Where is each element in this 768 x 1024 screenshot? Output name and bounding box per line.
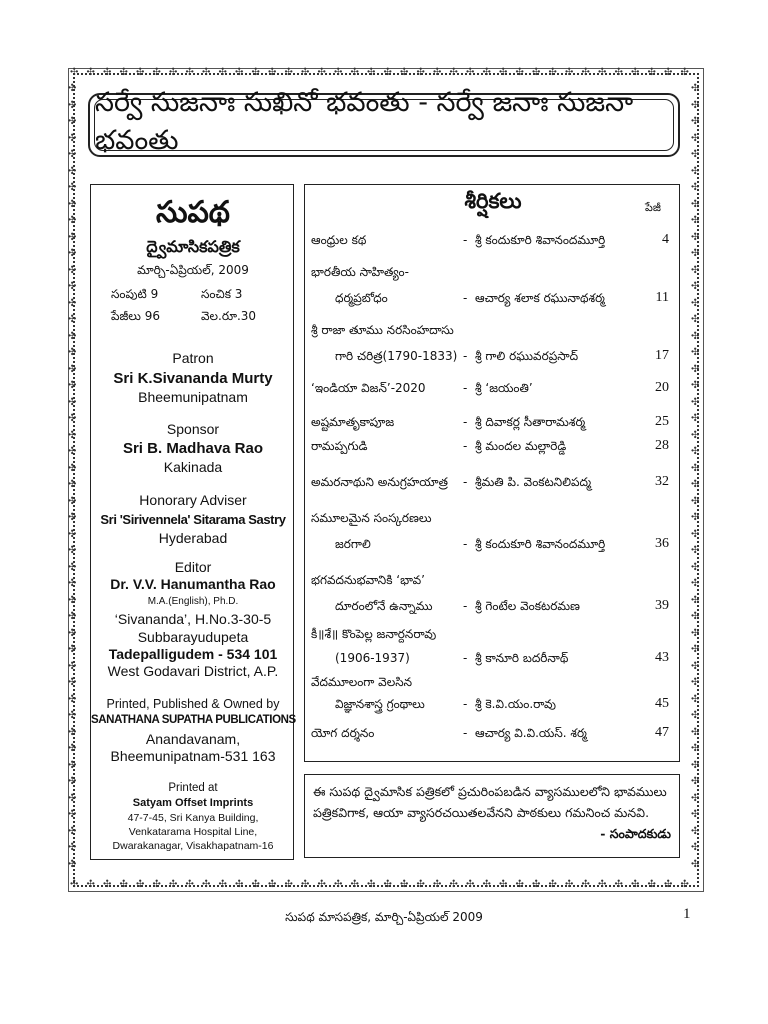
ornament-icon: ✣ (334, 879, 343, 890)
toc-entry-page: 45 (655, 696, 669, 711)
ornament-icon: ✣ (350, 879, 359, 890)
toc-entry-title: ఆంధ్రుల కథ (311, 233, 367, 247)
page-number: 1 (683, 906, 691, 922)
ornament-icon: ✣ (691, 842, 700, 853)
ornament-icon: ✣ (68, 792, 77, 804)
ornament-icon: ✣ (691, 528, 700, 540)
ornament-icon: ✣ (119, 879, 128, 890)
toc-entry-author: శ్రీ గెంటేల వెంకటరమణ (475, 599, 580, 613)
ornament-icon: ✣ (449, 879, 458, 890)
toc-entry-title: అష్టమాతృకాపూజ (311, 415, 395, 429)
toc-entry-author: శ్రీ గాలి రఘువరప్రసాద్ (475, 349, 579, 363)
toc-entry-page: 43 (655, 650, 669, 665)
ornament-icon: ✣ (691, 330, 700, 342)
toc-separator: - (463, 439, 468, 453)
toc-separator: - (463, 475, 468, 489)
ornament-icon: ✣ (691, 198, 700, 210)
sponsor-label: Sponsor (166, 421, 220, 437)
ornament-icon: ✣ (68, 330, 77, 342)
ornament-icon: ✣ (691, 858, 700, 870)
ornament-icon: ✣ (68, 149, 77, 160)
note-line-1: ఈ సుపథ ద్వైమాసిక పత్రికలో ప్రచురింపబడిన వ్యాసములలోని భావములు (313, 784, 667, 799)
ornament-icon: ✣ (68, 380, 77, 391)
ornament-icon: ✣ (68, 314, 77, 325)
ornament-icon: ✣ (68, 776, 77, 787)
ornament-icon: ✣ (268, 879, 277, 890)
ornament-icon: ✣ (691, 231, 700, 243)
ornament-icon: ✣ (691, 809, 700, 820)
ornament-icon: ✣ (334, 67, 343, 78)
toc-separator: - (463, 726, 468, 740)
ornament-icon: ✣ (691, 660, 700, 672)
ornament-icon: ✣ (68, 759, 77, 771)
ornament-icon: ✣ (103, 67, 112, 78)
toc-entry-title: సమూలమైన సంస్కరణలు (311, 511, 432, 525)
toc-entry-title: వేదమూలంగా వెలసిన (311, 675, 413, 689)
ornament-icon: ✣ (68, 165, 77, 177)
ornament-icon: ✣ (68, 512, 77, 523)
toc-entry-author: శ్రీమతి పి. వెంకటనిలిపద్మ (475, 475, 592, 489)
ornament-icon: ✣ (647, 879, 656, 890)
ornament-icon: ✣ (68, 677, 77, 688)
toc-entry-author: శ్రీ కానూరి బదరీనాథ్ (475, 651, 569, 665)
ornament-icon: ✣ (202, 879, 211, 890)
ornament-icon: ✣ (691, 165, 700, 177)
toc-separator: - (463, 537, 468, 551)
ornament-icon: ✣ (515, 879, 524, 890)
toc-entry-page: 11 (655, 290, 669, 305)
ornament-icon: ✣ (499, 879, 508, 890)
toc-entry-title-cont: దూరంలోనే ఉన్నాము (335, 599, 433, 613)
ornament-icon: ✣ (68, 264, 77, 276)
publisher-label: Printed, Published & Owned by (106, 697, 280, 711)
ornament-icon: ✣ (691, 495, 700, 507)
ornament-icon: ✣ (68, 479, 77, 490)
toc-entry-author: శ్రీ కె.వి.యం.రావు (475, 697, 557, 711)
toc-entry-author: ఆచార్య వి.వి.యస్. శర్మ (475, 726, 587, 740)
issue-date: మార్చి-ఏప్రియల్, 2009 (137, 263, 249, 277)
ornament-icon: ✣ (691, 248, 700, 259)
toc-page-heading: పేజీ (645, 201, 661, 214)
toc-separator: - (463, 697, 468, 711)
ornament-icon: ✣ (383, 67, 392, 78)
toc-entry-author: శ్రీ దివాకర్ల సీతారామశర్మ (475, 415, 586, 429)
ornament-icon: ✣ (647, 67, 656, 78)
ornament-icon: ✣ (691, 792, 700, 804)
ornament-icon: ✣ (614, 879, 623, 890)
patron-place: Bheemunipatnam (138, 389, 248, 405)
ornament-icon: ✣ (68, 413, 77, 424)
ornament-icon: ✣ (691, 215, 700, 226)
ornament-icon: ✣ (515, 67, 524, 78)
toc-separator: - (463, 349, 468, 363)
ornament-icon: ✣ (548, 67, 557, 78)
ornament-icon: ✣ (691, 347, 700, 358)
ornament-icon: ✣ (251, 879, 260, 890)
issue-number: సంచిక 3 (201, 287, 243, 301)
ornament-icon: ✣ (691, 281, 700, 292)
ornament-icon: ✣ (284, 879, 293, 890)
ornament-icon: ✣ (68, 297, 77, 309)
ornament-icon: ✣ (691, 413, 700, 424)
ornament-icon: ✣ (631, 67, 640, 78)
ornament-icon: ✣ (152, 67, 161, 78)
ornament-icon: ✣ (691, 776, 700, 787)
ornament-icon: ✣ (169, 67, 178, 78)
ornament-icon: ✣ (68, 231, 77, 243)
toc-entry-title: భగవదనుభవానికి ‘భావ’ (311, 573, 425, 587)
ornament-icon: ✣ (68, 743, 77, 754)
ornament-icon: ✣ (565, 879, 574, 890)
editor-address-3: Tadepalligudem - 534 101 (108, 646, 278, 662)
toc-entry-title-cont: విజ్ఞానశాస్త్ర గ్రంథాలు (335, 697, 425, 711)
ornament-icon: ✣ (235, 879, 244, 890)
ornament-icon: ✣ (68, 660, 77, 672)
toc-entry-page: 36 (655, 536, 669, 551)
toc-entry-title: ‘ఇండియా విజన్’-2020 (311, 381, 426, 395)
ornament-icon: ✣ (268, 67, 277, 78)
toc-entry-author: శ్రీ కందుకూరి శివానందమూర్తి (475, 233, 606, 247)
toc-entry-title: యోగ దర్శనం (311, 726, 375, 740)
ornament-icon: ✣ (691, 264, 700, 276)
ornament-icon: ✣ (68, 561, 77, 573)
ornament-icon: ✣ (548, 879, 557, 890)
ornament-icon: ✣ (691, 726, 700, 738)
ornament-icon: ✣ (185, 879, 194, 890)
ornament-icon: ✣ (68, 396, 77, 408)
ornament-icon: ✣ (383, 879, 392, 890)
toc-entry-title: కీ॥శే॥ కొంపెల్ల జనార్దనరావు (311, 627, 437, 641)
ornament-icon: ✣ (68, 578, 77, 589)
printer-label: Printed at (168, 782, 218, 794)
ornament-icon: ✣ (614, 67, 623, 78)
ornament-icon: ✣ (680, 67, 689, 78)
adviser-name: Sri 'Sirivennela' Sitarama Sastry (100, 512, 286, 527)
ornament-icon: ✣ (68, 710, 77, 721)
page-footer: సుపథ మాసపత్రిక, మార్చి-ఏప్రియల్ 2009 (285, 910, 483, 924)
ornament-icon: ✣ (70, 67, 79, 78)
toc-heading: శీర్షికలు (464, 189, 522, 213)
ornament-icon: ✣ (691, 396, 700, 408)
adviser-place: Hyderabad (158, 530, 228, 546)
ornament-icon: ✣ (691, 759, 700, 771)
toc-entry-page: 17 (655, 348, 669, 363)
ornament-icon: ✣ (581, 879, 590, 890)
toc-entry-page: 4 (662, 232, 669, 247)
toc-entry-title-cont: గారి చరిత్ర(1790-1833) (335, 349, 458, 363)
ornament-icon: ✣ (68, 363, 77, 375)
ornament-icon: ✣ (691, 363, 700, 375)
ornament-icon: ✣ (136, 879, 145, 890)
toc-entry-title: అమరనాథుని అనుగ్రహయాత్ర (311, 475, 448, 489)
ornament-icon: ✣ (581, 67, 590, 78)
ornament-icon: ✣ (691, 182, 700, 193)
ornament-icon: ✣ (68, 644, 77, 655)
patron-name: Sri K.Sivananda Murty (113, 370, 273, 387)
ornament-icon: ✣ (691, 116, 700, 127)
ornament-icon: ✣ (68, 858, 77, 870)
ornament-icon: ✣ (68, 594, 77, 606)
toc-separator: - (463, 291, 468, 305)
ornament-icon: ✣ (449, 67, 458, 78)
price: వెల.రూ.30 (201, 309, 257, 323)
editor-name: Dr. V.V. Hanumantha Rao (110, 576, 276, 592)
ornament-icon: ✣ (68, 132, 77, 144)
ornament-icon: ✣ (691, 561, 700, 573)
ornament-icon: ✣ (218, 67, 227, 78)
ornament-icon: ✣ (235, 67, 244, 78)
adviser-label: Honorary Adviser (139, 492, 247, 508)
ornament-icon: ✣ (251, 67, 260, 78)
patron-label: Patron (172, 350, 214, 366)
ornament-icon: ✣ (68, 429, 77, 441)
ornament-icon: ✣ (691, 627, 700, 639)
ornament-icon: ✣ (691, 594, 700, 606)
ornament-icon: ✣ (664, 879, 673, 890)
ornament-icon: ✣ (691, 429, 700, 441)
toc-entry-author: శ్రీ ‘జయంతి’ (475, 381, 533, 395)
editor-degrees: M.A.(English), Ph.D. (147, 596, 239, 607)
ornament-icon: ✣ (218, 879, 227, 890)
ornament-icon: ✣ (367, 879, 376, 890)
ornament-icon: ✣ (68, 693, 77, 705)
ornament-icon: ✣ (68, 726, 77, 738)
publisher-address-1: Anandavanam, (145, 731, 241, 747)
ornament-icon: ✣ (691, 99, 700, 111)
ornament-icon: ✣ (691, 149, 700, 160)
ornament-icon: ✣ (532, 67, 541, 78)
ornament-icon: ✣ (691, 710, 700, 721)
ornament-icon: ✣ (86, 879, 95, 890)
ornament-icon: ✣ (691, 462, 700, 474)
ornament-icon: ✣ (482, 879, 491, 890)
toc-entry-title-cont: (1906-1937) (335, 651, 410, 665)
toc-entry-author: శ్రీ కందుకూరి శివానందమూర్తి (475, 537, 606, 551)
sponsor-name: Sri B. Madhava Rao (122, 440, 264, 457)
ornament-icon: ✣ (664, 67, 673, 78)
ornament-icon: ✣ (301, 67, 310, 78)
ornament-icon: ✣ (416, 879, 425, 890)
ornament-icon: ✣ (68, 495, 77, 507)
ornament-icon: ✣ (691, 297, 700, 309)
masthead-panel (90, 184, 294, 860)
ornament-icon: ✣ (691, 644, 700, 655)
page-count: పేజీలు 96 (111, 309, 161, 323)
toc-separator: - (463, 381, 468, 395)
toc-entry-title-cont: ధర్మప్రబోధం (335, 291, 388, 305)
ornament-icon: ✣ (70, 879, 79, 890)
ornament-icon: ✣ (284, 67, 293, 78)
ornament-icon: ✣ (301, 879, 310, 890)
ornament-icon: ✣ (68, 611, 77, 622)
ornament-icon: ✣ (68, 545, 77, 556)
ornament-icon: ✣ (691, 677, 700, 688)
printer-address-1: 47-7-45, Sri Kanya Building, (127, 812, 259, 824)
ornament-icon: ✣ (317, 879, 326, 890)
ornament-icon: ✣ (400, 879, 409, 890)
ornament-icon: ✣ (68, 462, 77, 474)
volume: సంపుటి 9 (111, 287, 159, 301)
toc-entry-page: 39 (655, 598, 669, 613)
toc-entry-page: 28 (655, 438, 669, 453)
ornament-icon: ✣ (691, 578, 700, 589)
ornament-icon: ✣ (482, 67, 491, 78)
editor-label: Editor (174, 559, 212, 575)
ornament-icon: ✣ (317, 67, 326, 78)
ornament-icon: ✣ (68, 116, 77, 127)
motto-banner (88, 87, 680, 157)
ornament-icon: ✣ (598, 879, 607, 890)
ornament-icon: ✣ (68, 215, 77, 226)
ornament-icon: ✣ (433, 67, 442, 78)
ornament-icon: ✣ (598, 67, 607, 78)
ornament-icon: ✣ (466, 67, 475, 78)
note-line-2: పత్రికవిగాక, ఆయా వ్యాసరచయితలవేనని పాఠకులు గమనించ మనవి. (313, 805, 650, 820)
ornament-icon: ✣ (119, 67, 128, 78)
ornament-icon: ✣ (68, 809, 77, 820)
ornament-icon: ✣ (691, 446, 700, 457)
ornament-icon: ✣ (68, 83, 77, 94)
ornament-icon: ✣ (68, 347, 77, 358)
toc-separator: - (463, 599, 468, 613)
toc-entry-page: 25 (655, 414, 669, 429)
ornament-icon: ✣ (400, 67, 409, 78)
ornament-icon: ✣ (691, 479, 700, 490)
table-of-contents (304, 184, 680, 762)
publisher-name: SANATHANA SUPATHA PUBLICATIONS (91, 714, 296, 726)
editor-address-2: Subbarayudupeta (137, 629, 249, 645)
ornament-icon: ✣ (202, 67, 211, 78)
ornament-icon: ✣ (691, 825, 700, 837)
ornament-icon: ✣ (136, 67, 145, 78)
ornament-icon: ✣ (416, 67, 425, 78)
toc-entry-author: ఆచార్య శలాక రఘునాథశర్మ (475, 291, 605, 305)
ornament-icon: ✣ (86, 67, 95, 78)
ornament-icon: ✣ (367, 67, 376, 78)
ornament-icon: ✣ (433, 879, 442, 890)
ornament-icon: ✣ (691, 314, 700, 325)
ornament-icon: ✣ (68, 825, 77, 837)
magazine-name: సుపథ (156, 195, 230, 230)
ornament-icon: ✣ (691, 83, 700, 94)
toc-entry-title: శ్రీ రాజా తూము నరసింహదాసు (311, 323, 454, 337)
ornament-icon: ✣ (68, 446, 77, 457)
toc-entry-title: రామప్పగుడి (311, 439, 368, 453)
toc-entry-page: 47 (655, 725, 669, 740)
ornament-icon: ✣ (631, 879, 640, 890)
printer-address-3: Dwarakanagar, Visakhapatnam-16 (112, 840, 274, 852)
toc-separator: - (463, 651, 468, 665)
ornament-icon: ✣ (103, 879, 112, 890)
printer-address-2: Venkatarama Hospital Line, (128, 826, 258, 838)
ornament-icon: ✣ (68, 182, 77, 193)
ornament-icon: ✣ (68, 842, 77, 853)
ornament-icon: ✣ (185, 67, 194, 78)
editor-address-4: West Godavari District, A.P. (107, 663, 279, 679)
toc-entry-title: భారతీయ సాహిత్యం- (311, 265, 409, 279)
ornament-icon: ✣ (691, 512, 700, 523)
ornament-icon: ✣ (532, 879, 541, 890)
toc-separator: - (463, 233, 468, 247)
ornament-icon: ✣ (680, 879, 689, 890)
ornament-icon: ✣ (169, 879, 178, 890)
ornament-icon: ✣ (152, 879, 161, 890)
sponsor-place: Kakinada (163, 459, 223, 475)
ornament-icon: ✣ (68, 99, 77, 111)
ornament-icon: ✣ (68, 627, 77, 639)
ornament-icon: ✣ (691, 545, 700, 556)
ornament-icon: ✣ (691, 611, 700, 622)
ornament-icon: ✣ (565, 67, 574, 78)
ornament-icon: ✣ (691, 743, 700, 754)
note-signature: - సంపాదకుడు (600, 826, 671, 841)
ornament-icon: ✣ (350, 67, 359, 78)
ornament-icon: ✣ (68, 248, 77, 259)
toc-separator: - (463, 415, 468, 429)
toc-entry-page: 32 (655, 474, 669, 489)
magazine-type: ద్వైమాసికపత్రిక (146, 237, 240, 256)
toc-entry-page: 20 (655, 380, 669, 395)
ornament-icon: ✣ (68, 198, 77, 210)
ornament-icon: ✣ (691, 693, 700, 705)
motto-text: సర్వే సుజనాః సుఖినో భవంతు - సర్వే జనాః సుజనా భవంతు (95, 87, 634, 156)
ornament-icon: ✣ (691, 380, 700, 391)
printer-name: Satyam Offset Imprints (132, 797, 254, 809)
ornament-icon: ✣ (68, 281, 77, 292)
ornament-icon: ✣ (466, 879, 475, 890)
ornament-icon: ✣ (68, 528, 77, 540)
ornament-icon: ✣ (499, 67, 508, 78)
ornament-icon: ✣ (691, 132, 700, 144)
toc-entry-title-cont: జరగాలి (335, 537, 371, 551)
editor-address-1: ‘Sivananda’, H.No.3-30-5 (114, 611, 272, 627)
publisher-address-2: Bheemunipatnam-531 163 (110, 748, 276, 764)
toc-entry-author: శ్రీ మందల మల్లారెడ్డి (475, 439, 567, 453)
editorial-note (304, 774, 680, 858)
